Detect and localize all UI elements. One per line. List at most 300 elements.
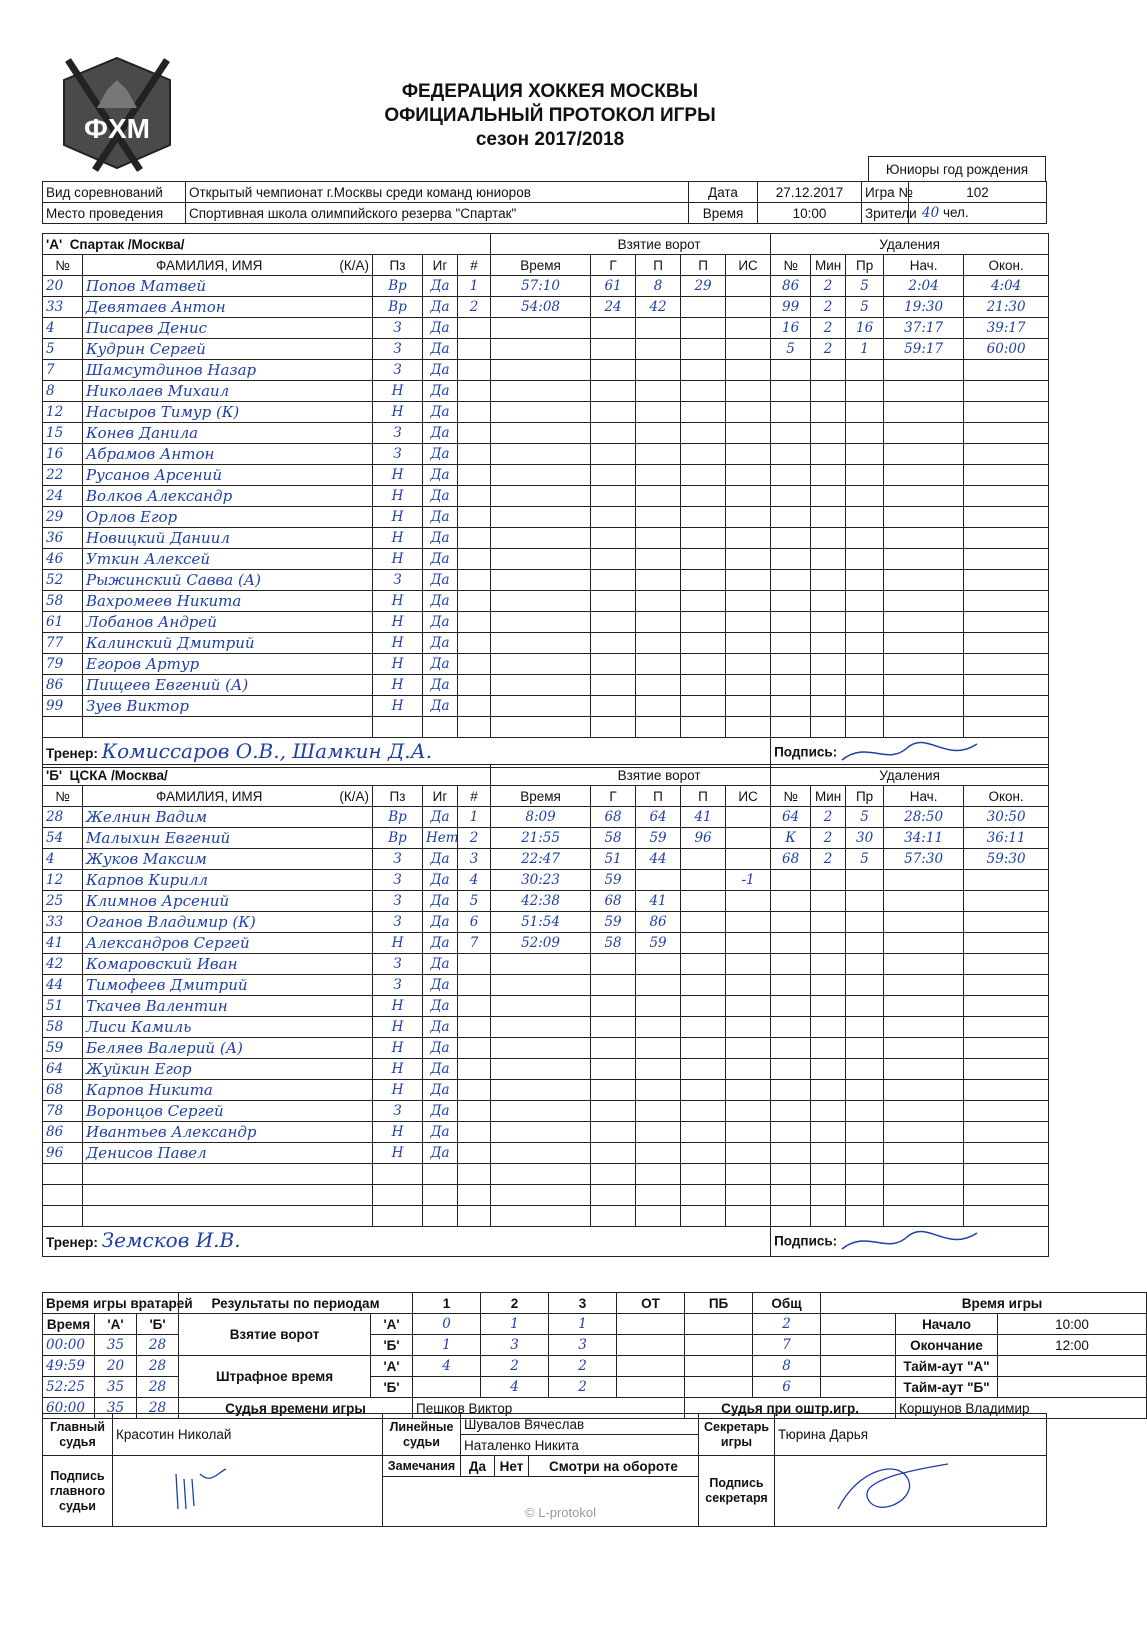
- goal-number: 7: [469, 935, 479, 951]
- teamB-coach: Земсков И.В.: [101, 1228, 241, 1252]
- player-name: Малыхин Евгений: [86, 828, 231, 847]
- remarks-label: Замечания: [383, 1456, 461, 1477]
- player-number: 24: [46, 488, 64, 504]
- player-played: Да: [430, 362, 450, 378]
- table-row: [43, 465, 1049, 486]
- time-value: 10:00: [758, 203, 862, 224]
- teamA-title-cell: [43, 234, 491, 255]
- player-played: Да: [430, 614, 450, 630]
- teamB-name: ЦСКА /Москва/: [69, 767, 168, 783]
- goal-assist1: 8: [653, 278, 663, 294]
- fhm-logo: [50, 50, 185, 175]
- player-number: 59: [46, 1040, 64, 1056]
- player-name: Лиси Камиль: [86, 1017, 192, 1036]
- player-position: Вр: [388, 830, 407, 846]
- venue-value: Спортивная школа олимпийского резерва "Спартак": [186, 203, 689, 224]
- penalty-reason: 5: [860, 299, 869, 315]
- col-scorer: Г: [591, 786, 636, 807]
- player-name: Карпов Никита: [86, 1080, 213, 1099]
- teamA-goals-header: Взятие ворот: [491, 234, 771, 255]
- penalty-start: 57:30: [904, 851, 944, 867]
- goal-scorer: 61: [604, 278, 622, 294]
- col-assist2: П: [681, 255, 726, 276]
- secretary-signature: [775, 1456, 1047, 1527]
- player-number: 8: [46, 383, 55, 399]
- goal-scorer: 24: [604, 299, 622, 315]
- gk-time: 49:59: [46, 1358, 85, 1374]
- signature-mark: [837, 740, 987, 766]
- penalty-end: 60:00: [986, 341, 1026, 357]
- table-row: [43, 933, 1049, 954]
- category-label: Юниоры год рождения: [869, 157, 1046, 182]
- player-name: Александров Сергей: [86, 933, 250, 952]
- penalty-reason: 5: [860, 809, 869, 825]
- player-played: Да: [430, 635, 450, 651]
- period-col: ПБ: [685, 1293, 753, 1314]
- linesman-2: Наталенко Никита: [461, 1435, 699, 1456]
- player-number: 61: [46, 614, 64, 630]
- col-assist2: П: [681, 786, 726, 807]
- player-position: Н: [391, 614, 404, 630]
- player-name: Воронцов Сергей: [86, 1101, 224, 1120]
- table-row: [43, 276, 1049, 297]
- goal-number: 4: [469, 872, 479, 888]
- table-row: [43, 1164, 1049, 1185]
- col-pen-min: Мин: [811, 786, 846, 807]
- player-number: 25: [46, 893, 64, 909]
- goal-assist1: 42: [649, 299, 667, 315]
- col-goal-time: Время: [491, 786, 591, 807]
- table-row: [43, 633, 1049, 654]
- table-row: [43, 807, 1049, 828]
- table-row: [43, 1101, 1049, 1122]
- goal-number: 2: [469, 299, 479, 315]
- penalty-start: 37:17: [904, 320, 944, 336]
- player-position: Н: [391, 656, 404, 672]
- period-col: 1: [413, 1293, 481, 1314]
- col-situation: ИС: [726, 255, 771, 276]
- player-position: Н: [391, 677, 404, 693]
- col-scorer: Г: [591, 255, 636, 276]
- player-name: Шамсутдинов Назар: [86, 360, 257, 379]
- player-number: 44: [46, 977, 64, 993]
- col-goal-time: Время: [491, 255, 591, 276]
- spectators-cell: [909, 203, 1047, 224]
- player-name: Кудрин Сергей: [86, 339, 206, 358]
- secretary-label: Секретарь игры: [699, 1414, 775, 1456]
- teamB-tag: 'Б': [46, 767, 63, 783]
- col-played: Иг: [423, 786, 458, 807]
- see-back-label: Смотри на обороте: [529, 1456, 699, 1477]
- player-position: Н: [391, 1145, 404, 1161]
- penalty-start: 2:04: [908, 278, 939, 294]
- document-header: [300, 80, 800, 152]
- player-name: Рыжинский Савва (А): [86, 570, 262, 589]
- main-referee-signature-label: Подпись главного судьи: [43, 1456, 113, 1527]
- table-row: [43, 507, 1049, 528]
- player-position: З: [393, 956, 402, 972]
- teamB-title-cell: [43, 765, 491, 786]
- gk-b: 28: [148, 1400, 167, 1416]
- player-name: Зуев Виктор: [86, 696, 189, 715]
- player-number: 96: [46, 1145, 64, 1161]
- player-number: 33: [46, 299, 64, 315]
- player-played: Да: [430, 593, 450, 609]
- penbox-judge-value: Коршунов Владимир: [896, 1398, 1147, 1419]
- col-pos: Пз: [373, 786, 423, 807]
- time-judge-label: Судья времени игры: [179, 1398, 413, 1419]
- penalty-minutes: 2: [823, 278, 833, 294]
- goal-time: 52:09: [521, 935, 560, 951]
- coach-label: Тренер:: [46, 746, 98, 761]
- player-name: Комаровский Иван: [86, 954, 238, 973]
- goals-a-value: 2: [782, 1316, 791, 1332]
- player-played: Да: [430, 872, 450, 888]
- main-referee-signature: [113, 1456, 383, 1527]
- time-label: Время: [689, 203, 758, 224]
- federation-title: ФЕДЕРАЦИЯ ХОККЕЯ МОСКВЫ: [401, 81, 699, 102]
- player-number: 20: [46, 278, 64, 294]
- col-pen-end: Окон.: [964, 786, 1049, 807]
- penalty-player: 68: [781, 851, 800, 867]
- end-value: 12:00: [998, 1335, 1147, 1356]
- period-col: ОТ: [617, 1293, 685, 1314]
- remarks-yes: Да: [461, 1456, 495, 1477]
- team-b-table: [42, 764, 1049, 1257]
- col-played: Иг: [423, 255, 458, 276]
- table-row: [43, 612, 1049, 633]
- player-name: Ивантьев Александр: [86, 1122, 257, 1141]
- goal-number: 1: [469, 809, 479, 825]
- goal-time: 21:55: [521, 830, 560, 846]
- goal-number: 1: [469, 278, 479, 294]
- player-number: 46: [46, 551, 64, 567]
- period-col: 2: [481, 1293, 549, 1314]
- table-row: [43, 849, 1049, 870]
- col-assist1: П: [636, 255, 681, 276]
- game-number-value: 102: [909, 182, 1047, 203]
- player-name: Оганов Владимир (К): [86, 912, 256, 931]
- goal-assist1: 64: [649, 809, 667, 825]
- player-number: 29: [46, 509, 64, 525]
- col-pen-start: Нач.: [884, 786, 964, 807]
- player-played: Да: [430, 935, 450, 951]
- secretary-signature-label: Подпись секретаря: [699, 1456, 775, 1527]
- goal-assist1: 44: [649, 851, 667, 867]
- table-row: [43, 1038, 1049, 1059]
- spectators-unit: чел.: [942, 205, 969, 220]
- player-number: 42: [46, 956, 64, 972]
- table-row: [43, 675, 1049, 696]
- player-name: Ткачев Валентин: [86, 996, 228, 1015]
- penalty-minutes: 2: [823, 299, 833, 315]
- player-played: Да: [430, 893, 450, 909]
- gk-col-b: 'Б': [137, 1314, 179, 1335]
- watermark: © L-protokol: [525, 1505, 596, 1520]
- player-name: Егоров Артур: [86, 654, 200, 673]
- gk-a: 35: [106, 1379, 125, 1395]
- table-row: [43, 549, 1049, 570]
- signature-mark: [116, 1464, 236, 1514]
- player-played: Нет: [426, 830, 459, 846]
- player-position: Н: [391, 509, 404, 525]
- player-name: Калинский Дмитрий: [86, 633, 255, 652]
- player-position: Н: [391, 593, 404, 609]
- start-value: 10:00: [998, 1314, 1147, 1335]
- pim-b-value: 6: [782, 1379, 791, 1395]
- player-played: Да: [430, 509, 450, 525]
- penalty-player: 64: [781, 809, 800, 825]
- pim-b-value: 4: [510, 1379, 519, 1395]
- player-name: Насыров Тимур (К): [86, 402, 240, 421]
- end-label: Окончание: [896, 1335, 998, 1356]
- teamA-penalties-header: Удаления: [771, 234, 1049, 255]
- penalty-end: 30:50: [986, 809, 1026, 825]
- penalty-end: 21:30: [986, 299, 1026, 315]
- table-row: [43, 1059, 1049, 1080]
- col-pen-reason: Пр: [846, 786, 884, 807]
- player-name: Желнин Вадим: [86, 807, 208, 826]
- player-name: Конев Данила: [86, 423, 199, 442]
- table-row: [43, 717, 1049, 738]
- player-position: З: [393, 362, 402, 378]
- player-name: Лобанов Андрей: [86, 612, 217, 631]
- player-played: Да: [430, 278, 450, 294]
- col-pen-no: №: [771, 786, 811, 807]
- player-name: Климнов Арсений: [86, 891, 230, 910]
- player-played: Да: [430, 977, 450, 993]
- period-col: 3: [549, 1293, 617, 1314]
- table-row: [43, 486, 1049, 507]
- period-col: Общ: [753, 1293, 821, 1314]
- player-name: Вахромеев Никита: [86, 591, 242, 610]
- table-row: [43, 891, 1049, 912]
- player-name: Николаев Михаил: [86, 381, 230, 400]
- player-played: Да: [430, 1103, 450, 1119]
- player-played: Да: [430, 446, 450, 462]
- teamB-signature-cell: [771, 1227, 1049, 1257]
- table-row: [43, 1122, 1049, 1143]
- teamA-signature-cell: [771, 738, 1049, 768]
- player-played: Да: [430, 809, 450, 825]
- penbox-judge-label: Судья при оштр.игр.: [685, 1398, 896, 1419]
- goal-number: 3: [469, 851, 479, 867]
- penalty-reason: 5: [860, 851, 869, 867]
- venue-label: Место проведения: [43, 203, 186, 224]
- goal-number: 5: [469, 893, 479, 909]
- player-name: Денисов Павел: [86, 1143, 207, 1162]
- table-row: [43, 381, 1049, 402]
- player-name: Русанов Арсений: [86, 465, 222, 484]
- player-position: З: [393, 914, 402, 930]
- player-played: Да: [430, 914, 450, 930]
- spectators-value: 40: [922, 205, 940, 221]
- col-situation: ИС: [726, 786, 771, 807]
- col-goal-no: #: [458, 255, 491, 276]
- linesman-1: Шувалов Вячеслав: [461, 1414, 699, 1435]
- player-name: Новицкий Даниил: [86, 528, 230, 547]
- player-number: 79: [46, 656, 64, 672]
- player-position: З: [393, 893, 402, 909]
- player-played: Да: [430, 425, 450, 441]
- player-name: Пищеев Евгений (А): [86, 675, 249, 694]
- remarks-no: Нет: [495, 1456, 529, 1477]
- goal-assist2: 41: [694, 809, 712, 825]
- col-no: №: [43, 786, 83, 807]
- player-position: Вр: [388, 809, 407, 825]
- teamB-goals-header: Взятие ворот: [491, 765, 771, 786]
- gk-a: 35: [106, 1400, 125, 1416]
- player-name: Жуйкин Егор: [86, 1059, 192, 1078]
- player-number: 5: [46, 341, 55, 357]
- gk-time-header: Время игры вратарей: [43, 1293, 179, 1314]
- player-number: 58: [46, 593, 64, 609]
- teamA-coach: Комиссаров О.В., Шамкин Д.А.: [101, 739, 433, 763]
- coach-label: Тренер:: [46, 1235, 98, 1250]
- player-position: Н: [391, 1061, 404, 1077]
- player-position: Н: [391, 551, 404, 567]
- table-row: [43, 423, 1049, 444]
- player-position: Н: [391, 1124, 404, 1140]
- penalty-start: 59:17: [904, 341, 944, 357]
- gk-a: 20: [106, 1358, 125, 1374]
- signature-label: Подпись:: [774, 1233, 838, 1249]
- table-row: [43, 975, 1049, 996]
- penalty-player: К: [785, 830, 796, 846]
- table-row: [43, 1185, 1049, 1206]
- player-number: 28: [46, 809, 64, 825]
- player-position: Вр: [388, 278, 407, 294]
- player-played: Да: [430, 1082, 450, 1098]
- goal-scorer: 68: [604, 893, 622, 909]
- player-number: 12: [46, 404, 64, 420]
- col-pen-end: Окон.: [964, 255, 1049, 276]
- pim-a-value: 2: [510, 1358, 519, 1374]
- col-assist1: П: [636, 786, 681, 807]
- penalty-minutes: 2: [823, 851, 833, 867]
- goal-scorer: 58: [604, 935, 622, 951]
- penalty-player: 99: [782, 299, 800, 315]
- summary-table: Время игры вратарей Результаты по периодам 1 2 3 ОТ ПБ Общ Время игры Время 'А' 'Б' Взятие ворот 'А' 0 1 1 2 Начало 10:00 00:00 35 28 'Б' 1 3 3 7 Окончание 12:00 49:59 20 28 Штрафное время 'А' 4 2 2 8 Тайм-аут "А" 52:25 35 28 'Б' 4 2 6 Тайм-аут "Б" 60:00 35 28 Судья времени игры Пешков Виктор Судья при оштр.игр. Коршунов Владимир: [42, 1292, 1147, 1419]
- goal-time: 22:47: [521, 851, 560, 867]
- game-info-table: [42, 181, 1047, 224]
- periods-header: Результаты по периодам: [179, 1293, 413, 1314]
- table-row: [43, 402, 1049, 423]
- player-number: 41: [46, 935, 64, 951]
- player-played: Да: [430, 656, 450, 672]
- start-label: Начало: [896, 1314, 998, 1335]
- gk-time: 00:00: [46, 1337, 85, 1353]
- col-goal-no: #: [458, 786, 491, 807]
- logo-text: ФХМ: [84, 113, 150, 144]
- goal-situation: -1: [741, 872, 755, 888]
- penalty-start: 34:11: [904, 830, 944, 846]
- player-played: Да: [430, 488, 450, 504]
- player-position: Н: [391, 467, 404, 483]
- player-played: Да: [430, 1040, 450, 1056]
- table-row: [43, 1017, 1049, 1038]
- player-number: 15: [46, 425, 64, 441]
- player-name: Карпов Кирилл: [86, 870, 208, 889]
- penalty-player: 5: [786, 341, 795, 357]
- gk-a: 35: [106, 1337, 125, 1353]
- goals-a-value: 1: [510, 1316, 519, 1332]
- table-row: [43, 1080, 1049, 1101]
- player-position: Н: [391, 1040, 404, 1056]
- goal-scorer: 59: [604, 914, 622, 930]
- goals-b-value: 3: [510, 1337, 519, 1353]
- player-position: З: [393, 446, 402, 462]
- player-name: Волков Александр: [86, 486, 233, 505]
- teamB-penalties-header: Удаления: [771, 765, 1049, 786]
- player-number: 12: [46, 872, 64, 888]
- player-position: Н: [391, 530, 404, 546]
- table-row: [43, 654, 1049, 675]
- goal-time: 51:54: [521, 914, 560, 930]
- col-name: ФАМИЛИЯ, ИМЯ (К/А): [83, 255, 373, 276]
- player-name: Тимофеев Дмитрий: [86, 975, 248, 994]
- penalty-player: 16: [782, 320, 800, 336]
- season-label: сезон 2017/2018: [475, 129, 625, 150]
- table-row: [43, 912, 1049, 933]
- player-name: Писарев Денис: [86, 318, 208, 337]
- player-name: Орлов Егор: [86, 507, 178, 526]
- protocol-title: ОФИЦИАЛЬНЫЙ ПРОТОКОЛ ИГРЫ: [384, 105, 716, 126]
- goal-time: 57:10: [521, 278, 560, 294]
- player-position: З: [393, 1103, 402, 1119]
- table-row: [43, 318, 1049, 339]
- goal-assist1: 41: [649, 893, 667, 909]
- player-played: Да: [430, 1124, 450, 1140]
- player-number: 36: [46, 530, 64, 546]
- time-judge-value: Пешков Виктор: [413, 1398, 685, 1419]
- table-row: [43, 870, 1049, 891]
- goal-assist2: 96: [694, 830, 712, 846]
- date-label: Дата: [689, 182, 758, 203]
- player-name: Беляев Валерий (А): [86, 1038, 243, 1057]
- penalty-end: 4:04: [990, 278, 1022, 294]
- table-row: [43, 528, 1049, 549]
- player-played: Да: [430, 551, 450, 567]
- goal-number: 2: [469, 830, 479, 846]
- gk-col-a: 'А': [95, 1314, 137, 1335]
- player-name: Попов Матвей: [86, 276, 207, 295]
- player-position: Н: [391, 698, 404, 714]
- table-row: [43, 297, 1049, 318]
- pim-b-value: 2: [578, 1379, 587, 1395]
- table-row: [43, 570, 1049, 591]
- player-played: Да: [430, 572, 450, 588]
- teamA-coach-cell: [43, 738, 771, 768]
- player-position: Н: [391, 1082, 404, 1098]
- player-position: Н: [391, 1019, 404, 1035]
- col-pen-reason: Пр: [846, 255, 884, 276]
- main-referee-value: Красотин Николай: [113, 1414, 383, 1456]
- table-row: [43, 828, 1049, 849]
- signature-mark: [778, 1459, 978, 1519]
- table-row: [43, 339, 1049, 360]
- table-row: [43, 1206, 1049, 1227]
- player-number: 22: [46, 467, 64, 483]
- team-a-table: [42, 233, 1049, 768]
- goal-scorer: 59: [604, 872, 622, 888]
- player-position: З: [393, 872, 402, 888]
- goals-b-value: 3: [578, 1337, 587, 1353]
- competition-value: Открытый чемпионат г.Москвы среди команд юниоров: [186, 182, 689, 203]
- player-played: Да: [430, 467, 450, 483]
- player-played: Да: [430, 677, 450, 693]
- player-name: Уткин Алексей: [86, 549, 211, 568]
